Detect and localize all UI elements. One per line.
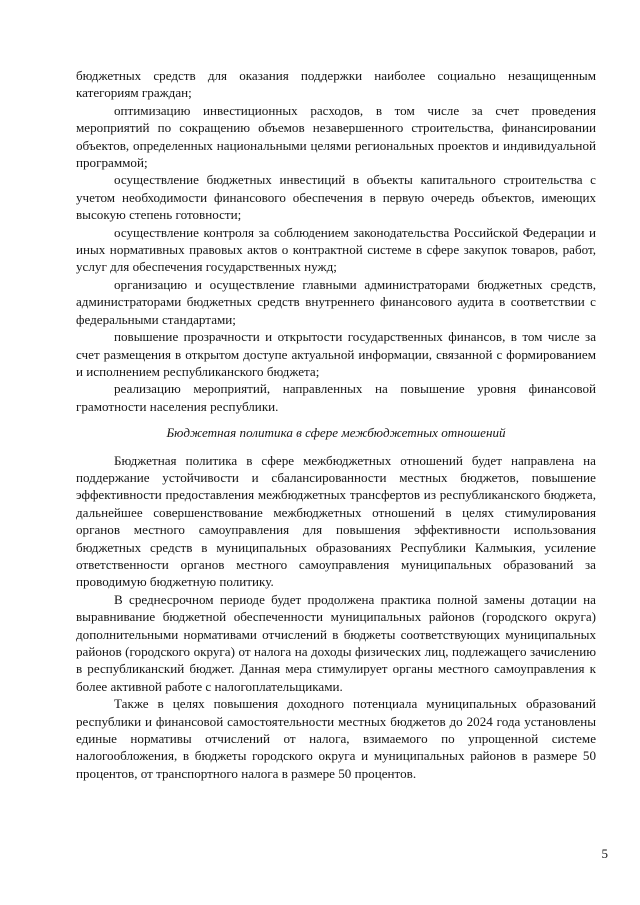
list-item: организацию и осуществление главными администраторами бюджетных средств, администраторами бюджетных средств внутреннего финансового аудита в соответствии с федеральными стандартами; (76, 276, 596, 327)
page-number: 5 (601, 846, 608, 861)
list-item: бюджетных средств для оказания поддержки наиболее социально незащищенным категориям граждан; (76, 68, 596, 101)
page-content (76, 67, 596, 782)
body-paragraph: В среднесрочном периоде будет продолжена практика полной замены дотации на выравнивание бюджетной обеспеченности муниципальных районов (городского округа) дополнительными нормативами отчислений в бюджеты соответствующих муниципальных районов (городского округа) от налога на доходы физических лиц, подлежащего зачислению в республиканский бюджет. Данная мера стимулирует органы местного самоуправления к более активной работе с налогоплательщиками. (76, 591, 596, 694)
list-item: реализацию мероприятий, направленных на повышение уровня финансовой грамотности населения республики. (76, 381, 596, 414)
list-item: повышение прозрачности и открытости государственных финансов, в том числе за счет размещения в открытом доступе актуальной информации, связанной с формированием и исполнением республиканского бюджета; (76, 329, 596, 379)
body-paragraph: Бюджетная политика в сфере межбюджетных отношений будет направлена на поддержание устойчивости и сбалансированности местных бюджетов, повышение эффективности предоставления межбюджетных трансфертов из республиканского бюджета, дальнейшее совершенствование межбюджетных отношений в целях стимулирования органов местного самоуправления для повышения эффективности использования бюджетных средств в муниципальных образованиях Республики Калмыкия, усиление ответственности органов местного самоуправления муниципальных образований за проводимую бюджетную политику. (76, 452, 596, 590)
list-item: оптимизацию инвестиционных расходов, в том числе за счет проведения мероприятий по сокращению объемов незавершенного строительства, финансировании объектов, определенных национальными целями региональных проектов и индивидуальной программой; (76, 102, 596, 171)
section-heading: Бюджетная политика в сфере межбюджетных отношений (166, 425, 506, 441)
list-item: осуществление контроля за соблюдением законодательства Российской Федерации и иных нормативных правовых актов о контрактной системе в сфере закупок товаров, работ, услуг для обеспечения государственных нужд; (76, 224, 596, 275)
list-item: осуществление бюджетных инвестиций в объекты капитального строительства с учетом необходимости финансового обеспечения в первую очередь объектов, имеющих высокую степень готовности; (76, 172, 596, 223)
body-paragraph: Также в целях повышения доходного потенциала муниципальных образований республики и финансовой самостоятельности местных бюджетов до 2024 года установлены единые нормативы отчислений от налога, взимаемого по упрощенной системе налогообложения, в бюджеты городского округа и муниципальных районов в размере 50 процентов, от транспортного налога в размере 50 процентов. (76, 696, 596, 781)
